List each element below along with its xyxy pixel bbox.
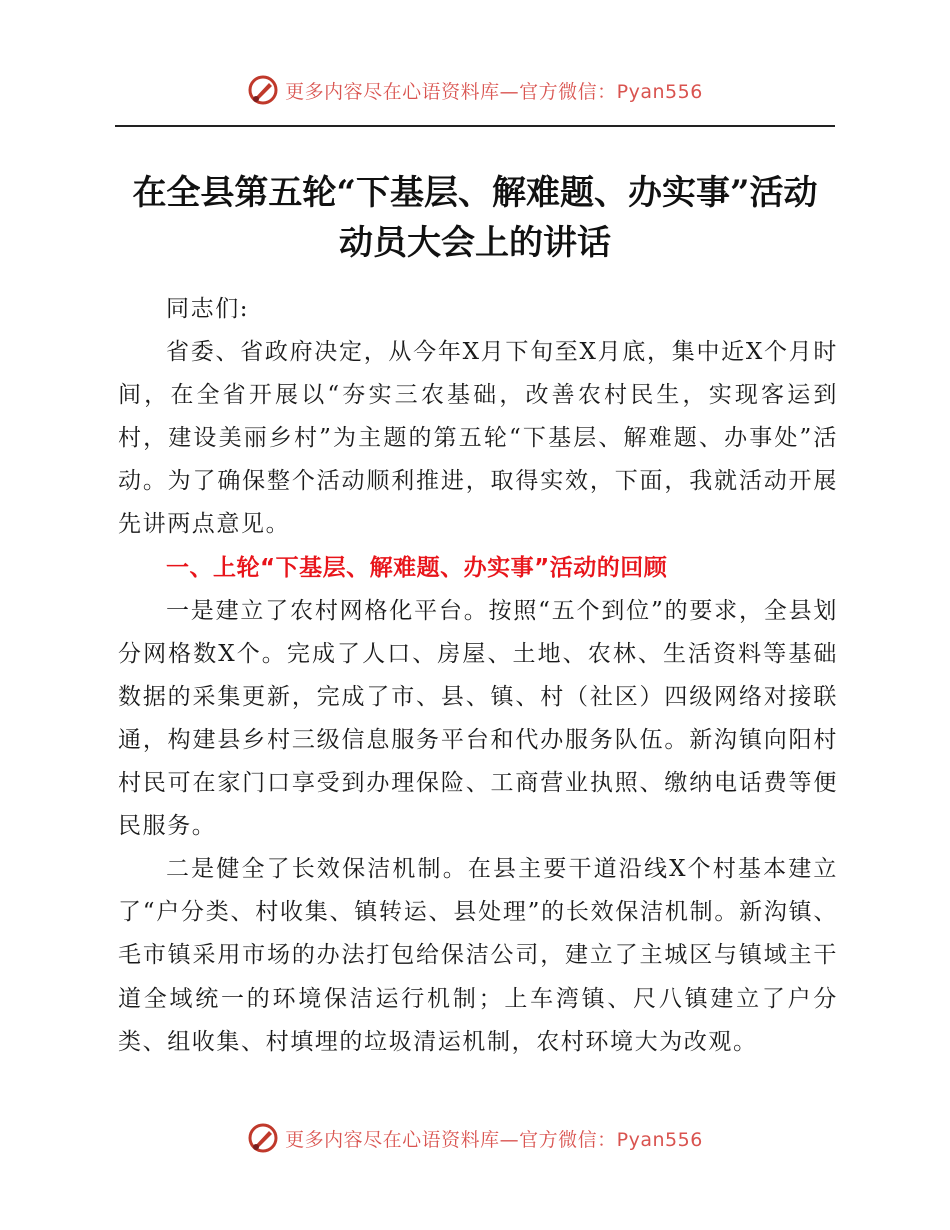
title-line-2: 动员大会上的讲话	[339, 223, 611, 263]
header-watermark-text: 更多内容尽在心语资料库—官方微信：Pyan556	[285, 80, 703, 103]
brush-logo-icon	[247, 1122, 279, 1154]
section-heading-1: 一、上轮“下基层、解难题、办实事”活动的回顾	[166, 554, 668, 581]
header-watermark	[0, 74, 950, 106]
salutation: 同志们:	[166, 296, 250, 322]
document-title	[100, 168, 850, 268]
header-divider	[115, 125, 835, 127]
title-line-1: 在全县第五轮“下基层、解难题、办实事”活动	[132, 173, 818, 213]
document-body	[118, 288, 838, 1064]
brush-logo-icon	[247, 74, 279, 106]
paragraph-intro: 省委、省政府决定，从今年X月下旬至X月底，集中近X个月时间，在全省开展以“夯实三农基础，改善农村民生，实现客运到村，建设美丽乡村”为主题的第五轮“下基层、解难题、办事处”活动。为了确保整个活动顺利推进，取得实效，下面，我就活动开展先讲两点意见。	[118, 339, 838, 538]
paragraph-grid-platform: 一是建立了农村网格化平台。按照“五个到位”的要求，全县划分网格数X个。完成了人口、房屋、土地、农林、生活资料等基础数据的采集更新，完成了市、县、镇、村（社区）四级网络对接联通，构建县乡村三级信息服务平台和代办服务队伍。新沟镇向阳村村民可在家门口享受到办理保险、工商营业执照、缴纳电话费等便民服务。	[118, 597, 838, 840]
footer-watermark	[0, 1122, 950, 1154]
footer-watermark-text: 更多内容尽在心语资料库—官方微信：Pyan556	[285, 1128, 703, 1151]
paragraph-cleaning-mechanism: 二是健全了长效保洁机制。在县主要干道沿线X个村基本建立了“户分类、村收集、镇转运、县处理”的长效保洁机制。新沟镇、毛市镇采用市场的办法打包给保洁公司，建立了主城区与镇域主干道全域统一的环境保洁运行机制；上车湾镇、尺八镇建立了户分类、组收集、村填埋的垃圾清运机制，农村环境大为改观。	[118, 856, 838, 1055]
